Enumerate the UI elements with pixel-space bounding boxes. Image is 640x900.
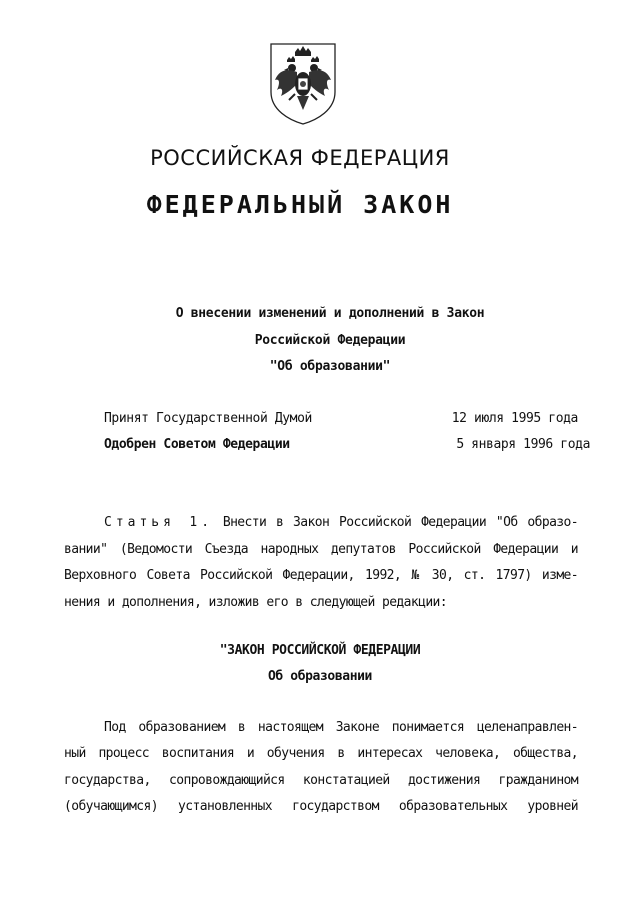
coat-of-arms-emblem (267, 40, 339, 126)
law-title-line-3: "Об образовании" (269, 359, 391, 374)
inner-law-subheading: Об образовании (268, 669, 372, 684)
document-type: ФЕДЕРАЛЬНЫЙ ЗАКОН (146, 190, 454, 219)
definition-line-1: Под образованием в настоящем Законе понимается целенаправлен- (104, 720, 578, 735)
council-label: Одобрен Советом Федерации (104, 437, 290, 452)
definition-line-2: ный процесс воспитания и обучения в интересах человека, общества, (64, 746, 578, 761)
country-name: РОССИЙСКАЯ ФЕДЕРАЦИЯ (150, 146, 450, 170)
inner-law-heading: "ЗАКОН РОССИЙСКОЙ ФЕДЕРАЦИИ (219, 643, 421, 658)
article-1-line-3: Верховного Совета Российской Федерации, 1992, № 30, ст. 1797) изме- (64, 568, 578, 583)
article-1-line-2: вании" (Ведомости Съезда народных депутатов Российской Федерации и (64, 542, 578, 557)
definition-line-3: государства, сопровождающийся констатацией достижения гражданином (64, 773, 578, 788)
duma-date: 12 июля 1995 года (451, 411, 578, 426)
law-title-line-2: Российской Федерации (254, 333, 406, 348)
article-1-line-1 (104, 515, 578, 530)
law-title-line-1: О внесении изменений и дополнений в Закон (175, 306, 485, 321)
article-1-line-4: нения и дополнения, изложив его в следующей редакции: (64, 595, 448, 610)
council-date: 5 января 1996 года (456, 437, 590, 452)
duma-label: Принят Государственной Думой (104, 411, 312, 426)
article-1-text: Внести в Закон Российской Федерации "Об образо- (222, 515, 578, 530)
article-1-label: Статья 1. (104, 515, 214, 530)
definition-line-4: (обучающимся) установленных государством образовательных уровней (64, 799, 578, 814)
